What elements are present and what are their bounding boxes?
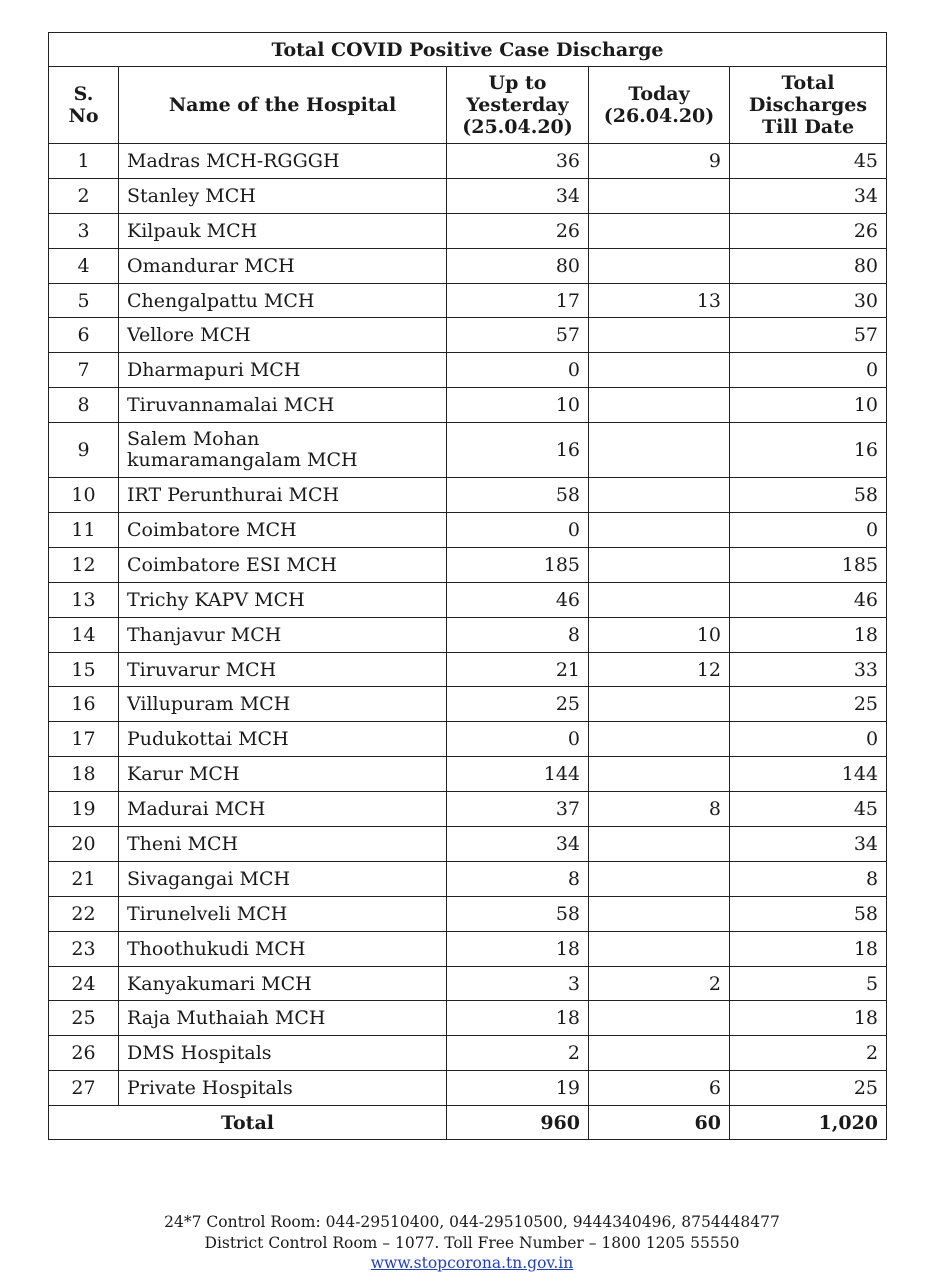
row-up-to-yesterday: 58 [447,478,589,513]
table-row [49,652,887,687]
row-total: 30 [730,283,887,318]
table-row [49,896,887,931]
row-total: 25 [730,687,887,722]
total-yesterday: 960 [447,1106,589,1140]
row-up-to-yesterday: 80 [447,248,589,283]
row-today [589,722,730,757]
row-sno: 16 [49,687,119,722]
control-room-line: 24*7 Control Room: 044-29510400, 044-29510500, 9444340496, 8754448477 [164,1213,780,1231]
table-row [49,722,887,757]
row-up-to-yesterday: 0 [447,353,589,388]
row-up-to-yesterday: 0 [447,513,589,548]
row-up-to-yesterday: 8 [447,617,589,652]
row-total: 8 [730,861,887,896]
row-today [589,582,730,617]
row-sno: 7 [49,353,119,388]
row-today: 6 [589,1071,730,1106]
table-row [49,687,887,722]
row-total: 58 [730,896,887,931]
row-total: 5 [730,966,887,1001]
row-total: 34 [730,178,887,213]
row-up-to-yesterday: 34 [447,827,589,862]
row-up-to-yesterday: 46 [447,582,589,617]
row-hospital-name: Vellore MCH [119,318,447,353]
row-hospital-name: Tiruvarur MCH [119,652,447,687]
row-sno: 11 [49,513,119,548]
row-hospital-name: Thanjavur MCH [119,617,447,652]
row-hospital-name: Pudukottai MCH [119,722,447,757]
table-row [49,478,887,513]
row-total: 33 [730,652,887,687]
district-control-line: District Control Room – 1077. Toll Free Number – 1800 1205 55550 [204,1233,740,1252]
row-hospital-name: Chengalpattu MCH [119,283,447,318]
stopcorona-link[interactable]: www.stopcorona.tn.gov.in [370,1254,574,1272]
row-hospital-name: Trichy KAPV MCH [119,582,447,617]
row-today: 13 [589,283,730,318]
row-sno: 13 [49,582,119,617]
row-hospital-name: Stanley MCH [119,178,447,213]
row-hospital-name: Sivagangai MCH [119,861,447,896]
row-sno: 21 [49,861,119,896]
table-row [49,931,887,966]
row-up-to-yesterday: 26 [447,213,589,248]
table-row [49,423,887,478]
row-total: 46 [730,582,887,617]
row-hospital-name: Raja Muthaiah MCH [119,1001,447,1036]
row-sno: 10 [49,478,119,513]
row-sno: 27 [49,1071,119,1106]
table-title: Total COVID Positive Case Discharge [49,33,887,67]
row-total: 18 [730,1001,887,1036]
row-sno: 17 [49,722,119,757]
row-sno: 14 [49,617,119,652]
row-up-to-yesterday: 18 [447,931,589,966]
table-row [49,582,887,617]
row-today [589,687,730,722]
row-up-to-yesterday: 2 [447,1036,589,1071]
table-row [49,861,887,896]
row-total: 18 [730,617,887,652]
row-hospital-name: Kilpauk MCH [119,213,447,248]
row-hospital-name: Coimbatore MCH [119,513,447,548]
row-hospital-name: Dharmapuri MCH [119,353,447,388]
row-today [589,388,730,423]
row-today [589,757,730,792]
row-total: 144 [730,757,887,792]
table-row [49,248,887,283]
row-sno: 4 [49,248,119,283]
table-row [49,213,887,248]
table-row [49,144,887,179]
row-today [589,513,730,548]
row-today: 10 [589,617,730,652]
table-body [49,144,887,1106]
row-up-to-yesterday: 37 [447,792,589,827]
row-today [589,896,730,931]
header-today: Today (26.04.20) [589,67,730,144]
row-sno: 1 [49,144,119,179]
row-total: 18 [730,931,887,966]
row-today [589,1001,730,1036]
row-total: 26 [730,213,887,248]
row-total: 80 [730,248,887,283]
footer [0,1212,944,1274]
row-today [589,423,730,478]
row-sno: 25 [49,1001,119,1036]
row-sno: 23 [49,931,119,966]
row-sno: 26 [49,1036,119,1071]
row-hospital-name: IRT Perunthurai MCH [119,478,447,513]
row-today [589,213,730,248]
row-total: 16 [730,423,887,478]
table-row [49,353,887,388]
row-today [589,178,730,213]
row-today [589,547,730,582]
row-hospital-name: Thoothukudi MCH [119,931,447,966]
table-row [49,827,887,862]
row-hospital-name: Karur MCH [119,757,447,792]
row-hospital-name: Coimbatore ESI MCH [119,547,447,582]
row-total: 45 [730,792,887,827]
row-hospital-name: Theni MCH [119,827,447,862]
total-label: Total [49,1106,447,1140]
row-up-to-yesterday: 21 [447,652,589,687]
table-row [49,1001,887,1036]
row-hospital-name: Villupuram MCH [119,687,447,722]
table-row [49,1071,887,1106]
row-total: 58 [730,478,887,513]
row-today: 2 [589,966,730,1001]
row-sno: 2 [49,178,119,213]
row-total: 0 [730,722,887,757]
table-row [49,388,887,423]
row-today [589,478,730,513]
row-up-to-yesterday: 144 [447,757,589,792]
row-up-to-yesterday: 57 [447,318,589,353]
row-up-to-yesterday: 36 [447,144,589,179]
row-up-to-yesterday: 3 [447,966,589,1001]
row-hospital-name: Madras MCH-RGGGH [119,144,447,179]
row-up-to-yesterday: 0 [447,722,589,757]
row-sno: 20 [49,827,119,862]
row-today: 9 [589,144,730,179]
header-hospital-name: Name of the Hospital [119,67,447,144]
row-today [589,1036,730,1071]
row-sno: 19 [49,792,119,827]
row-sno: 5 [49,283,119,318]
row-today: 8 [589,792,730,827]
row-total: 10 [730,388,887,423]
row-today [589,318,730,353]
table-row [49,966,887,1001]
row-total: 45 [730,144,887,179]
row-today [589,861,730,896]
row-sno: 24 [49,966,119,1001]
row-sno: 9 [49,423,119,478]
row-hospital-name: Private Hospitals [119,1071,447,1106]
header-up-to-yesterday: Up to Yesterday (25.04.20) [447,67,589,144]
row-sno: 22 [49,896,119,931]
row-up-to-yesterday: 185 [447,547,589,582]
row-up-to-yesterday: 8 [447,861,589,896]
table-row [49,1036,887,1071]
row-hospital-name: Kanyakumari MCH [119,966,447,1001]
row-total: 0 [730,513,887,548]
row-total: 2 [730,1036,887,1071]
row-today [589,353,730,388]
discharge-table [48,32,887,1140]
row-total: 25 [730,1071,887,1106]
row-up-to-yesterday: 19 [447,1071,589,1106]
row-up-to-yesterday: 16 [447,423,589,478]
row-today [589,931,730,966]
row-hospital-name: Tiruvannamalai MCH [119,388,447,423]
row-sno: 8 [49,388,119,423]
row-up-to-yesterday: 17 [447,283,589,318]
row-up-to-yesterday: 34 [447,178,589,213]
row-sno: 15 [49,652,119,687]
row-total: 185 [730,547,887,582]
table-row [49,178,887,213]
row-hospital-name: DMS Hospitals [119,1036,447,1071]
row-sno: 3 [49,213,119,248]
header-sno: S. No [49,67,119,144]
total-till-date: 1,020 [730,1106,887,1140]
row-hospital-name: Madurai MCH [119,792,447,827]
table-row [49,547,887,582]
table-row [49,757,887,792]
row-total: 57 [730,318,887,353]
row-hospital-name: Omandurar MCH [119,248,447,283]
row-sno: 12 [49,547,119,582]
row-hospital-name: Tirunelveli MCH [119,896,447,931]
table-row [49,283,887,318]
row-today: 12 [589,652,730,687]
row-up-to-yesterday: 25 [447,687,589,722]
table-row [49,318,887,353]
table-row [49,617,887,652]
row-sno: 6 [49,318,119,353]
row-up-to-yesterday: 18 [447,1001,589,1036]
row-total: 0 [730,353,887,388]
row-up-to-yesterday: 58 [447,896,589,931]
row-today [589,248,730,283]
table-row [49,792,887,827]
row-hospital-name: Salem Mohan kumaramangalam MCH [119,423,447,478]
total-today: 60 [589,1106,730,1140]
row-sno: 18 [49,757,119,792]
header-total-discharges: Total Discharges Till Date [730,67,887,144]
table-row [49,513,887,548]
row-total: 34 [730,827,887,862]
row-today [589,827,730,862]
row-up-to-yesterday: 10 [447,388,589,423]
total-row [49,1106,887,1140]
